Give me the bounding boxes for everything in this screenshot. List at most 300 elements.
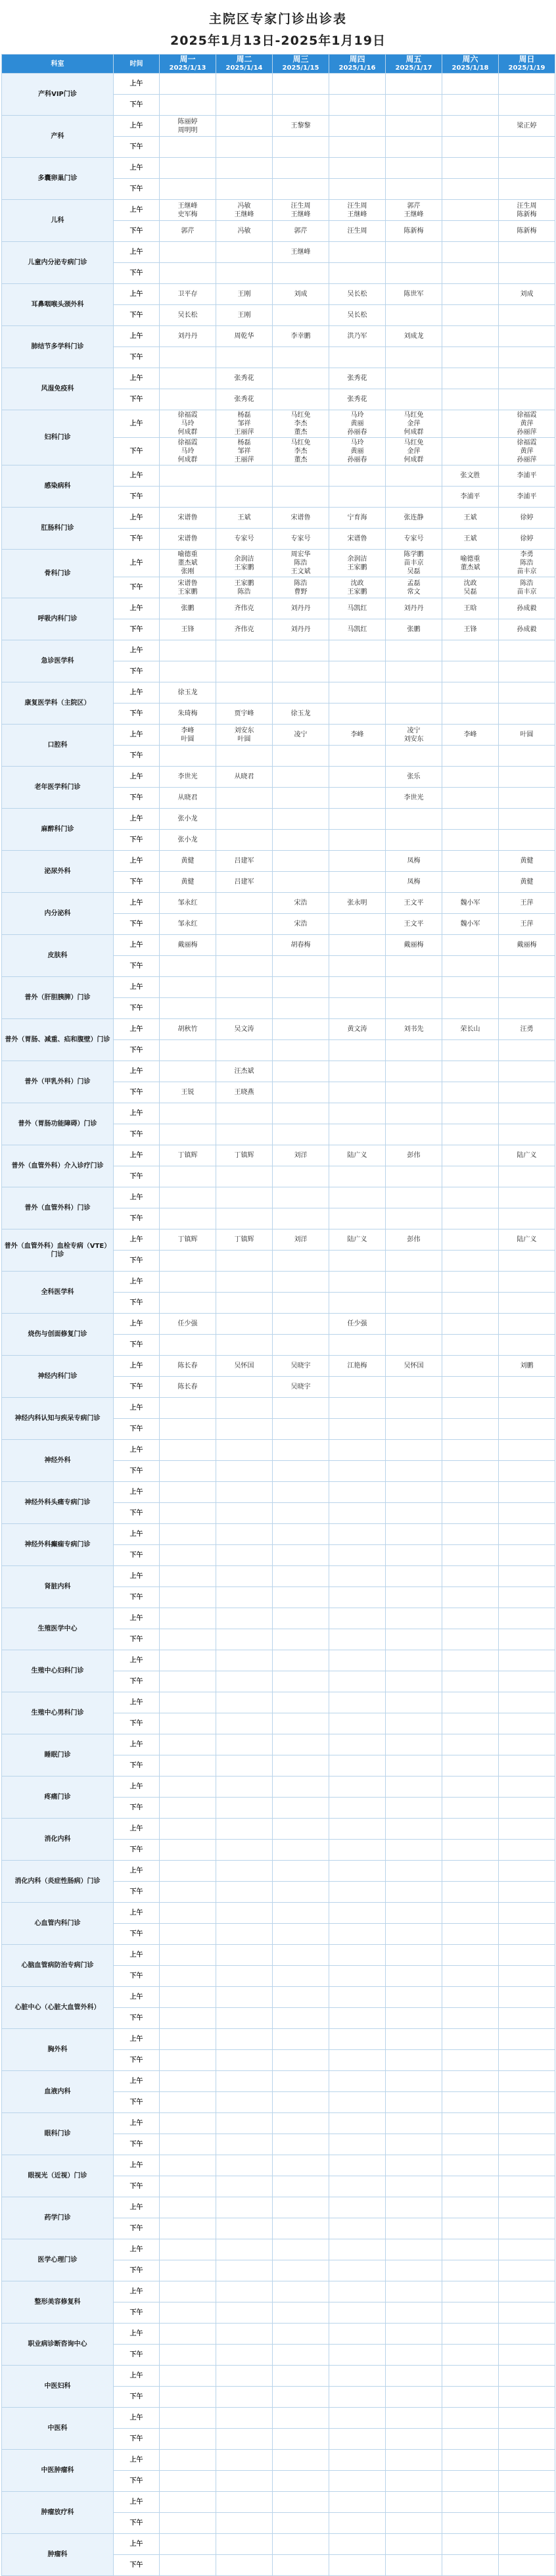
- dept-row-am: [2, 2408, 555, 2429]
- doctor-cell: [386, 1124, 442, 1145]
- doctor-cell: [499, 389, 555, 410]
- doctor-cell: 郭芹 王继峰: [386, 200, 442, 221]
- doctor-cell: [386, 1966, 442, 1987]
- doctor-cell: [442, 1356, 499, 1377]
- doctor-cell: [216, 1777, 273, 1798]
- dept-row-am: [2, 2492, 555, 2513]
- doctor-cell: [273, 2239, 329, 2260]
- doctor-cell: [216, 1671, 273, 1692]
- doctor-cell: [160, 1777, 216, 1798]
- doctor-cell: [160, 2113, 216, 2134]
- doctor-cell: 吕建军: [216, 851, 273, 872]
- doctor-cell: [499, 2513, 555, 2534]
- doctor-cell: 丁镇辉: [160, 1229, 216, 1251]
- doctor-cell: [499, 137, 555, 158]
- dept-row-am: [2, 1440, 555, 1461]
- doctor-cell: [160, 2555, 216, 2576]
- doctor-cell: [386, 2197, 442, 2218]
- doctor-cell: 徐福霞 马玲 何成群: [160, 438, 216, 465]
- doctor-cell: [386, 2008, 442, 2029]
- doctor-cell: [329, 2387, 386, 2408]
- day-name: 周六: [462, 55, 478, 64]
- doctor-cell: [216, 640, 273, 661]
- doctor-cell: [216, 914, 273, 935]
- doctor-cell: [273, 1924, 329, 1945]
- doctor-cell: [329, 1061, 386, 1082]
- dept-row-am: [2, 1777, 555, 1798]
- doctor-cell: [499, 1272, 555, 1293]
- doctor-cell: [386, 1692, 442, 1713]
- doctor-cell: [386, 640, 442, 661]
- period-label: 下午: [114, 1082, 160, 1103]
- doctor-cell: 陈长春: [160, 1377, 216, 1398]
- doctor-cell: [329, 347, 386, 368]
- period-label: 下午: [114, 998, 160, 1019]
- period-label: 上午: [114, 1524, 160, 1545]
- doctor-cell: [160, 1545, 216, 1566]
- doctor-cell: [499, 956, 555, 977]
- doctor-cell: [442, 1293, 499, 1314]
- doctor-cell: 陆广义: [329, 1229, 386, 1251]
- doctor-cell: 王锐: [160, 1082, 216, 1103]
- doctor-cell: [216, 2492, 273, 2513]
- dept-row-am: [2, 1482, 555, 1503]
- doctor-cell: [216, 1524, 273, 1545]
- dept-name: 全科医学科: [2, 1272, 114, 1314]
- doctor-cell: [386, 158, 442, 179]
- doctor-cell: 陈长春: [160, 1356, 216, 1377]
- doctor-cell: [273, 2345, 329, 2366]
- period-label: 上午: [114, 2366, 160, 2387]
- doctor-cell: [442, 200, 499, 221]
- doctor-cell: 周乾华: [216, 326, 273, 347]
- dept-row-am: [2, 809, 555, 830]
- doctor-cell: [273, 95, 329, 116]
- doctor-cell: [216, 1419, 273, 1440]
- doctor-cell: [160, 1398, 216, 1419]
- dept-name: 儿童内分泌专病门诊: [2, 242, 114, 284]
- doctor-cell: [499, 746, 555, 767]
- doctor-cell: [499, 788, 555, 809]
- doctor-cell: [273, 1440, 329, 1461]
- doctor-cell: [216, 2155, 273, 2176]
- doctor-cell: [442, 2239, 499, 2260]
- doctor-cell: [216, 1734, 273, 1755]
- doctor-cell: [273, 1082, 329, 1103]
- doctor-cell: [329, 116, 386, 137]
- period-label: 上午: [114, 1819, 160, 1840]
- doctor-cell: [442, 1798, 499, 1819]
- doctor-cell: [499, 1524, 555, 1545]
- doctor-cell: [499, 682, 555, 704]
- doctor-cell: [386, 2281, 442, 2302]
- doctor-cell: [329, 767, 386, 788]
- period-label: 上午: [114, 1314, 160, 1335]
- doctor-cell: [329, 1440, 386, 1461]
- doctor-cell: [329, 1650, 386, 1671]
- period-label: 上午: [114, 1734, 160, 1755]
- doctor-cell: [160, 2197, 216, 2218]
- doctor-cell: [160, 1861, 216, 1882]
- doctor-cell: [273, 830, 329, 851]
- dept-name: 麻醉科门诊: [2, 809, 114, 851]
- doctor-cell: 马凯红: [329, 619, 386, 640]
- dept-name: 药学门诊: [2, 2197, 114, 2239]
- doctor-cell: [329, 1987, 386, 2008]
- doctor-cell: [386, 1608, 442, 1629]
- dept-name: 普外（甲乳外科）门诊: [2, 1061, 114, 1103]
- doctor-cell: 徐玉龙: [160, 682, 216, 704]
- dept-row-am: [2, 1145, 555, 1166]
- dept-row-am: [2, 851, 555, 872]
- doctor-cell: [329, 1861, 386, 1882]
- day-column-header: [160, 55, 216, 74]
- doctor-cell: 李世光: [386, 788, 442, 809]
- doctor-cell: [273, 1629, 329, 1650]
- doctor-cell: 洪乃军: [329, 326, 386, 347]
- doctor-cell: [216, 158, 273, 179]
- doctor-cell: 宋谱鲁: [160, 529, 216, 550]
- doctor-cell: [216, 2302, 273, 2324]
- doctor-cell: 汪杰斌: [216, 1061, 273, 1082]
- doctor-cell: [386, 137, 442, 158]
- doctor-cell: 张文胜: [442, 465, 499, 487]
- dept-name: 心脏中心（心脏大血管外科）: [2, 1987, 114, 2029]
- doctor-cell: [442, 1251, 499, 1272]
- doctor-cell: [329, 1503, 386, 1524]
- doctor-cell: 徐玉龙: [273, 704, 329, 725]
- doctor-cell: 孙成毅: [499, 598, 555, 619]
- period-label: 上午: [114, 2071, 160, 2092]
- doctor-cell: [273, 2408, 329, 2429]
- period-label: 下午: [114, 1419, 160, 1440]
- doctor-cell: [386, 487, 442, 508]
- doctor-cell: [216, 2324, 273, 2345]
- doctor-cell: [442, 830, 499, 851]
- doctor-cell: 马红免 金萍 何成群: [386, 410, 442, 438]
- dept-row-am: [2, 1398, 555, 1419]
- doctor-cell: [216, 2113, 273, 2134]
- day-date: 2025/1/13: [169, 64, 206, 72]
- doctor-cell: [442, 1314, 499, 1335]
- doctor-cell: [442, 1166, 499, 1187]
- doctor-cell: [160, 2260, 216, 2281]
- doctor-cell: [442, 2155, 499, 2176]
- period-label: 上午: [114, 1103, 160, 1124]
- doctor-cell: [329, 1251, 386, 1272]
- doctor-cell: [273, 2197, 329, 2218]
- doctor-cell: [216, 1903, 273, 1924]
- period-label: 上午: [114, 410, 160, 438]
- doctor-cell: [329, 704, 386, 725]
- period-label: 下午: [114, 1629, 160, 1650]
- doctor-cell: 李勇 陈浩 苗丰京: [499, 550, 555, 577]
- doctor-cell: [273, 1819, 329, 1840]
- doctor-cell: [386, 2324, 442, 2345]
- doctor-cell: [273, 1945, 329, 1966]
- dept-name: 肺结节多学科门诊: [2, 326, 114, 368]
- doctor-cell: [273, 2050, 329, 2071]
- period-label: 下午: [114, 2513, 160, 2534]
- period-label: 下午: [114, 179, 160, 200]
- period-label: 下午: [114, 1335, 160, 1356]
- doctor-cell: [160, 2050, 216, 2071]
- doctor-cell: [442, 2429, 499, 2450]
- doctor-cell: [273, 1187, 329, 1208]
- doctor-cell: 叶圆: [499, 725, 555, 746]
- doctor-cell: [273, 1524, 329, 1545]
- doctor-cell: 刘成龙: [386, 326, 442, 347]
- period-label: 下午: [114, 2302, 160, 2324]
- dept-row-am: [2, 508, 555, 529]
- doctor-cell: [216, 830, 273, 851]
- doctor-cell: 汪生周 陈新梅: [499, 200, 555, 221]
- doctor-cell: [160, 2302, 216, 2324]
- doctor-cell: 凤梅: [386, 872, 442, 893]
- doctor-cell: [442, 1229, 499, 1251]
- doctor-cell: 李浦平: [499, 465, 555, 487]
- doctor-cell: [329, 1524, 386, 1545]
- dept-name: 风湿免疫科: [2, 368, 114, 410]
- doctor-cell: 孙成毅: [499, 619, 555, 640]
- doctor-cell: 李幸鹏: [273, 326, 329, 347]
- doctor-cell: 刘丹丹: [273, 598, 329, 619]
- doctor-cell: [273, 1272, 329, 1293]
- doctor-cell: [499, 326, 555, 347]
- doctor-cell: [499, 2366, 555, 2387]
- doctor-cell: [499, 1503, 555, 1524]
- doctor-cell: [386, 682, 442, 704]
- schedule-header: [1, 0, 555, 54]
- doctor-cell: [386, 1398, 442, 1419]
- period-label: 下午: [114, 2134, 160, 2155]
- dept-row-am: [2, 1103, 555, 1124]
- doctor-cell: [442, 1524, 499, 1545]
- doctor-cell: [442, 2450, 499, 2471]
- period-label: 下午: [114, 1208, 160, 1229]
- doctor-cell: 从晓君: [160, 788, 216, 809]
- doctor-cell: [499, 704, 555, 725]
- period-label: 下午: [114, 1882, 160, 1903]
- doctor-cell: [442, 1671, 499, 1692]
- doctor-cell: [160, 1924, 216, 1945]
- period-label: 下午: [114, 529, 160, 550]
- period-label: 下午: [114, 2092, 160, 2113]
- dept-name: 普外（胃肠、减重、疝和腹壁）门诊: [2, 1019, 114, 1061]
- doctor-cell: 凌宁 刘安东: [386, 725, 442, 746]
- doctor-cell: [329, 1819, 386, 1840]
- doctor-cell: [329, 1671, 386, 1692]
- doctor-cell: [160, 1482, 216, 1503]
- doctor-cell: [273, 1124, 329, 1145]
- dept-row-am: [2, 2534, 555, 2555]
- doctor-cell: [273, 2492, 329, 2513]
- dept-name: 普外（血管外科）介入诊疗门诊: [2, 1145, 114, 1187]
- doctor-cell: [386, 1314, 442, 1335]
- doctor-cell: [160, 2471, 216, 2492]
- doctor-cell: [386, 1293, 442, 1314]
- doctor-cell: [442, 1650, 499, 1671]
- dept-row-am: [2, 1272, 555, 1293]
- doctor-cell: [499, 2008, 555, 2029]
- doctor-cell: [329, 2029, 386, 2050]
- doctor-cell: [160, 1166, 216, 1187]
- period-label: 上午: [114, 368, 160, 389]
- doctor-cell: [216, 2366, 273, 2387]
- doctor-cell: 马玲 黄丽 孙丽春: [329, 410, 386, 438]
- doctor-cell: [386, 1187, 442, 1208]
- doctor-cell: 黄健: [160, 872, 216, 893]
- period-label: 上午: [114, 1187, 160, 1208]
- doctor-cell: [273, 74, 329, 95]
- doctor-cell: [386, 2029, 442, 2050]
- doctor-cell: [329, 1103, 386, 1124]
- doctor-cell: [442, 389, 499, 410]
- doctor-cell: [329, 2218, 386, 2239]
- doctor-cell: [160, 1755, 216, 1777]
- doctor-cell: 凤梅: [386, 851, 442, 872]
- dept-row-am: [2, 725, 555, 746]
- doctor-cell: [499, 2260, 555, 2281]
- doctor-cell: [442, 2134, 499, 2155]
- doctor-cell: 专家号: [386, 529, 442, 550]
- doctor-cell: [499, 1629, 555, 1650]
- doctor-cell: [442, 661, 499, 682]
- dept-row-am: [2, 326, 555, 347]
- period-label: 下午: [114, 788, 160, 809]
- doctor-cell: [442, 263, 499, 284]
- doctor-cell: [499, 1861, 555, 1882]
- doctor-cell: [216, 1314, 273, 1335]
- doctor-cell: [160, 1798, 216, 1819]
- period-label: 下午: [114, 221, 160, 242]
- dept-row-am: [2, 2450, 555, 2471]
- doctor-cell: [216, 2513, 273, 2534]
- doctor-cell: [386, 2092, 442, 2113]
- period-label: 上午: [114, 598, 160, 619]
- period-label: 上午: [114, 1903, 160, 1924]
- doctor-cell: [442, 1713, 499, 1734]
- doctor-cell: [442, 2345, 499, 2366]
- dept-name: 妇科门诊: [2, 410, 114, 465]
- doctor-cell: [499, 1819, 555, 1840]
- doctor-cell: [273, 1608, 329, 1629]
- doctor-cell: [273, 1713, 329, 1734]
- doctor-cell: 张鹏: [160, 598, 216, 619]
- doctor-cell: [499, 2281, 555, 2302]
- doctor-cell: [160, 1272, 216, 1293]
- doctor-cell: [442, 1377, 499, 1398]
- doctor-cell: [160, 158, 216, 179]
- doctor-cell: 吴长松: [329, 305, 386, 326]
- doctor-cell: [216, 788, 273, 809]
- doctor-cell: [160, 2029, 216, 2050]
- doctor-cell: 陆广义: [499, 1145, 555, 1166]
- period-label: 上午: [114, 1229, 160, 1251]
- doctor-cell: 郭芹: [160, 221, 216, 242]
- doctor-cell: [386, 1377, 442, 1398]
- doctor-cell: [216, 2029, 273, 2050]
- doctor-cell: [273, 2513, 329, 2534]
- doctor-cell: [216, 2450, 273, 2471]
- dept-row-am: [2, 368, 555, 389]
- doctor-cell: [386, 2513, 442, 2534]
- doctor-cell: [329, 465, 386, 487]
- period-label: 上午: [114, 2113, 160, 2134]
- doctor-cell: [329, 1124, 386, 1145]
- doctor-cell: [216, 956, 273, 977]
- doctor-cell: [216, 1187, 273, 1208]
- period-label: 下午: [114, 95, 160, 116]
- doctor-cell: [329, 1629, 386, 1650]
- doctor-cell: [273, 2113, 329, 2134]
- doctor-cell: 丁镇辉: [216, 1145, 273, 1166]
- doctor-cell: 张秀花: [329, 368, 386, 389]
- doctor-cell: [442, 977, 499, 998]
- doctor-cell: [329, 1608, 386, 1629]
- doctor-cell: [499, 2218, 555, 2239]
- doctor-cell: [273, 1061, 329, 1082]
- doctor-cell: 宋谱鲁: [273, 508, 329, 529]
- doctor-cell: [273, 1166, 329, 1187]
- dept-name: 神经外科: [2, 1440, 114, 1482]
- doctor-cell: [160, 2092, 216, 2113]
- doctor-cell: [442, 2071, 499, 2092]
- dept-row-am: [2, 410, 555, 438]
- doctor-cell: [499, 1966, 555, 1987]
- period-label: 下午: [114, 746, 160, 767]
- doctor-cell: [273, 2450, 329, 2471]
- period-label: 上午: [114, 284, 160, 305]
- doctor-cell: [160, 1524, 216, 1545]
- doctor-cell: [442, 1692, 499, 1713]
- doctor-cell: [160, 1040, 216, 1061]
- doctor-cell: [329, 2155, 386, 2176]
- doctor-cell: [329, 1966, 386, 1987]
- doctor-cell: [499, 1566, 555, 1587]
- doctor-cell: 徐婷: [499, 508, 555, 529]
- period-label: 上午: [114, 1019, 160, 1040]
- doctor-cell: [329, 158, 386, 179]
- doctor-cell: [160, 1987, 216, 2008]
- doctor-cell: [499, 2092, 555, 2113]
- doctor-cell: [273, 661, 329, 682]
- doctor-cell: [160, 179, 216, 200]
- period-label: 上午: [114, 2450, 160, 2471]
- doctor-cell: [442, 2324, 499, 2345]
- doctor-cell: [160, 1650, 216, 1671]
- doctor-cell: [499, 1293, 555, 1314]
- doctor-cell: [329, 1755, 386, 1777]
- doctor-cell: [329, 2197, 386, 2218]
- doctor-cell: [442, 95, 499, 116]
- doctor-cell: [329, 1293, 386, 1314]
- doctor-cell: [386, 2050, 442, 2071]
- period-label: 上午: [114, 2155, 160, 2176]
- doctor-cell: [442, 410, 499, 438]
- doctor-cell: [386, 1882, 442, 1903]
- doctor-cell: 王家鹏 陈浩: [216, 577, 273, 598]
- doctor-cell: [216, 74, 273, 95]
- doctor-cell: [386, 2555, 442, 2576]
- doctor-cell: [442, 1945, 499, 1966]
- period-label: 下午: [114, 577, 160, 598]
- doctor-cell: [442, 1608, 499, 1629]
- doctor-cell: [160, 263, 216, 284]
- doctor-cell: [442, 2050, 499, 2071]
- doctor-cell: [216, 746, 273, 767]
- doctor-cell: [273, 1040, 329, 1061]
